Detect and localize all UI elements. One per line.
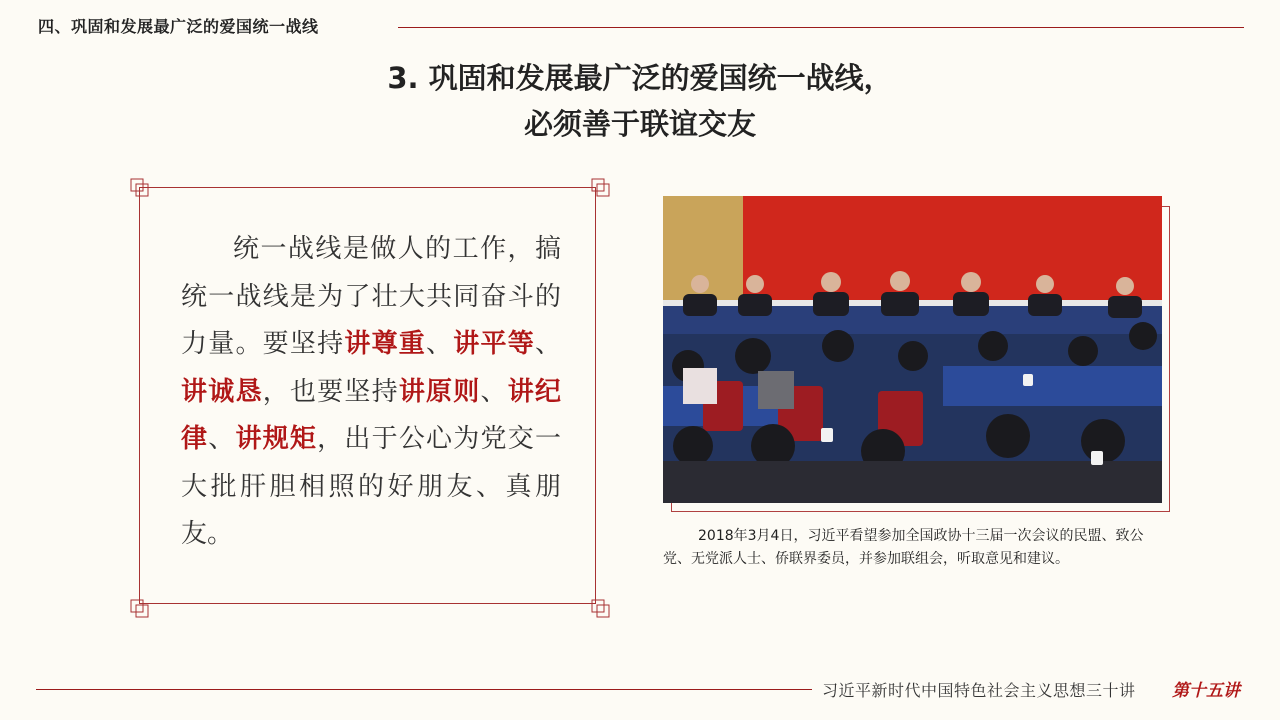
emphasis-discipline: 讲纪律 [181, 376, 561, 454]
meeting-photo-image [663, 196, 1162, 503]
emphasis-principle: 讲原则 [398, 376, 481, 407]
footer-lecture-number: 第十五讲 [1172, 681, 1240, 701]
body-separator: 、 [426, 329, 454, 359]
corner-ornament-icon [591, 599, 605, 613]
emphasis-rules: 讲规矩 [235, 424, 318, 454]
corner-ornament-icon [130, 599, 144, 613]
body-text-segment: ，出于公心为党交一大批肝胆相照的好朋友、真朋友。 [181, 424, 561, 549]
corner-ornament-icon [591, 178, 605, 192]
body-separator: 、 [208, 424, 236, 454]
photo-caption: 2018年3月4日，习近平看望参加全国政协十三届一次会议的民盟、致公党、无党派人士、侨联界委员，并参加联组会，听取意见和建议。 [663, 528, 1144, 567]
section-title: 四、巩固和发展最广泛的爱国统一战线 [38, 14, 329, 37]
meeting-photo [663, 196, 1162, 503]
body-text-segment: ，也要坚持 [262, 376, 399, 407]
emphasis-equality: 讲平等 [453, 329, 535, 359]
emphasis-sincerity: 讲诚恳 [181, 376, 263, 407]
body-paragraph [181, 226, 561, 559]
body-separator: 、 [480, 376, 508, 407]
body-separator: 、 [534, 329, 561, 359]
footer-divider [36, 689, 812, 690]
page-title-line1: 3. 巩固和发展最广泛的爱国统一战线， [387, 61, 893, 95]
corner-ornament-icon [130, 178, 144, 192]
emphasis-respect: 讲尊重 [344, 329, 427, 359]
footer-series-title: 习近平新时代中国特色社会主义思想三十讲 [822, 681, 1136, 700]
page-title-line2: 必须善于联谊交友 [523, 107, 756, 141]
body-text-segment: 统一战线是做人的工作，搞统一战线是为了壮大共同奋斗的力量。要坚持 [181, 234, 561, 359]
page-title [0, 55, 1280, 147]
header-divider [398, 27, 1244, 28]
